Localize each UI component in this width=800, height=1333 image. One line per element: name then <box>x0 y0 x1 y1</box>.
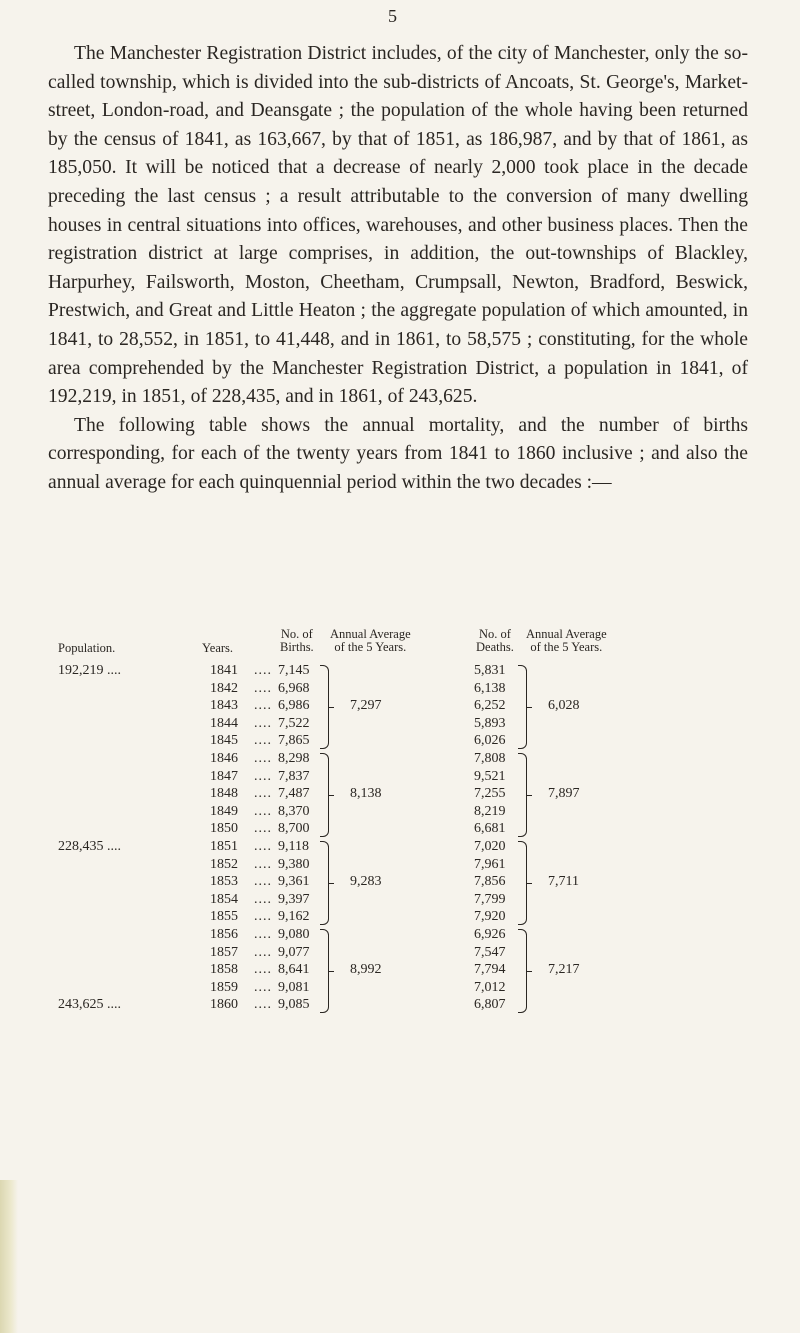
leader-dots: .... <box>254 698 272 714</box>
header-births-line1: No. of <box>280 627 313 641</box>
table-row <box>58 838 748 856</box>
page-number: 5 <box>388 6 397 26</box>
table-row <box>58 873 748 891</box>
deaths-cell: 6,681 <box>474 821 506 837</box>
deaths-cell: 5,831 <box>474 663 506 678</box>
table-row <box>58 944 748 962</box>
deaths-cell: 6,252 <box>474 698 506 714</box>
leader-dots: .... <box>254 962 272 978</box>
paragraph-1: The Manchester Registration District includes, of the city of Manchester, only the so-called township, which is divided into the sub-districts of Ancoats, St. George's, Market-street, London-road, and Deansgate ; the population of the whole having been returned by the census of 1841, as 163,667, by that of 1851, as 186,987, and by that of 1861, as 185,050. It will be noticed that a decrease of nearly 2,000 took place in the decade preceding the last census ; a result attributable to the conversion of many dwelling houses in central situations into offices, warehouses, and other business places. Then the registration district at large comprises, in addition, the out-townships of Blackley, Harpurhey, Failsworth, Moston, Cheetham, Crumpsall, Newton, Bradford, Beswick, Prestwich, and Great and Little Heaton ; the aggregate population of which amounted, in 1841, to 28,552, in 1851, to 41,448, and in 1861, to 58,575 ; constituting, for the whole area comprehended by the Manchester Registration District, a population in 1841, of 192,219, in 1851, of 228,435, and in 1861, of 243,625. <box>48 43 748 408</box>
table-row <box>58 697 748 715</box>
year-cell: 1847 <box>210 768 238 784</box>
leader-dots: .... <box>254 839 272 854</box>
header-births-average-line1: Annual Average <box>330 627 411 641</box>
deaths-cell: 7,808 <box>474 751 506 766</box>
deaths-average-value: 6,028 <box>548 698 580 713</box>
births-cell: 9,081 <box>278 979 310 995</box>
deaths-cell: 9,521 <box>474 768 506 784</box>
births-cell: 9,085 <box>278 997 310 1013</box>
births-cell: 9,397 <box>278 891 310 907</box>
table-row <box>58 803 748 821</box>
births-group-brace <box>320 665 329 749</box>
leader-dots: .... <box>254 751 272 766</box>
births-cell: 8,298 <box>278 751 310 766</box>
births-cell: 9,380 <box>278 856 310 872</box>
year-cell: 1855 <box>210 909 238 925</box>
births-group-brace <box>320 753 329 837</box>
header-deaths-average-line1: Annual Average <box>526 627 607 641</box>
births-cell: 8,370 <box>278 803 310 819</box>
year-cell: 1841 <box>210 663 238 678</box>
leader-dots: .... <box>254 856 272 872</box>
header-births-average-line2: of the 5 Years. <box>334 640 407 654</box>
deaths-cell: 6,807 <box>474 997 506 1013</box>
leader-dots: .... <box>254 786 272 802</box>
deaths-cell: 7,020 <box>474 839 506 854</box>
deaths-cell: 6,026 <box>474 733 506 749</box>
births-cell: 7,145 <box>278 663 310 678</box>
leader-dots: .... <box>254 715 272 731</box>
year-cell: 1848 <box>210 786 238 802</box>
leader-dots: .... <box>254 803 272 819</box>
deaths-cell: 8,219 <box>474 803 506 819</box>
births-cell: 9,118 <box>278 839 309 854</box>
table-row <box>58 908 748 926</box>
leader-dots: .... <box>254 663 272 678</box>
table-row <box>58 926 748 944</box>
deaths-group-brace <box>518 841 527 925</box>
table-row <box>58 979 748 997</box>
population-cell: 228,435 .... <box>58 839 121 854</box>
leader-dots: .... <box>254 768 272 784</box>
year-cell: 1852 <box>210 856 238 872</box>
table-row <box>58 732 748 750</box>
births-cell: 9,162 <box>278 909 310 925</box>
deaths-average-value: 7,897 <box>548 786 580 801</box>
year-cell: 1859 <box>210 979 238 995</box>
header-births <box>280 628 314 654</box>
header-deaths-average-line2: of the 5 Years. <box>530 640 603 654</box>
year-cell: 1843 <box>210 698 238 714</box>
year-cell: 1844 <box>210 715 238 731</box>
deaths-group-brace <box>518 753 527 837</box>
leader-dots: .... <box>254 979 272 995</box>
births-cell: 7,837 <box>278 768 310 784</box>
deaths-cell: 7,794 <box>474 962 506 978</box>
header-years: Years. <box>202 641 234 655</box>
table-row <box>58 856 748 874</box>
year-cell: 1860 <box>210 997 238 1013</box>
deaths-group-brace <box>518 929 527 1013</box>
leader-dots: .... <box>254 680 272 696</box>
deaths-cell: 7,799 <box>474 891 506 907</box>
deaths-average-value: 7,711 <box>548 874 579 889</box>
year-cell: 1845 <box>210 733 238 749</box>
header-births-average <box>330 628 411 654</box>
leader-dots: .... <box>254 909 272 925</box>
year-cell: 1846 <box>210 751 238 766</box>
year-cell: 1842 <box>210 680 238 696</box>
leader-dots: .... <box>254 821 272 837</box>
table-row <box>58 820 748 838</box>
header-deaths-line2: Deaths. <box>476 640 514 654</box>
header-births-line2: Births. <box>280 640 314 654</box>
births-average-value: 9,283 <box>350 874 382 889</box>
leader-dots: .... <box>254 891 272 907</box>
deaths-cell: 7,961 <box>474 856 506 872</box>
year-cell: 1853 <box>210 874 238 890</box>
deaths-cell: 7,012 <box>474 979 506 995</box>
header-deaths <box>476 628 514 654</box>
header-deaths-line1: No. of <box>478 627 511 641</box>
births-cell: 7,487 <box>278 786 310 802</box>
body-text <box>48 40 748 498</box>
table-row <box>58 768 748 786</box>
table-row <box>58 750 748 768</box>
births-average-value: 8,138 <box>350 786 382 801</box>
deaths-cell: 7,920 <box>474 909 506 925</box>
births-cell: 6,986 <box>278 698 310 714</box>
births-group-brace <box>320 929 329 1013</box>
page-stain <box>0 1180 18 1333</box>
table-row <box>58 996 748 1014</box>
leader-dots: .... <box>254 997 272 1013</box>
year-cell: 1857 <box>210 944 238 960</box>
births-cell: 9,361 <box>278 874 310 890</box>
header-population: Population. <box>58 641 116 655</box>
deaths-cell: 5,893 <box>474 715 506 731</box>
year-cell: 1858 <box>210 962 238 978</box>
births-cell: 7,865 <box>278 733 310 749</box>
leader-dots: .... <box>254 944 272 960</box>
table-row <box>58 715 748 733</box>
leader-dots: .... <box>254 733 272 749</box>
year-cell: 1854 <box>210 891 238 907</box>
births-cell: 8,641 <box>278 962 310 978</box>
deaths-cell: 7,547 <box>474 944 506 960</box>
table-row <box>58 961 748 979</box>
year-cell: 1851 <box>210 839 238 854</box>
deaths-group-brace <box>518 665 527 749</box>
births-group-brace <box>320 841 329 925</box>
paragraph-2: The following table shows the annual mortality, and the number of births corresponding, for each of the twenty years from 1841 to 1860 inclusive ; and also the annual average for each quinquennial period within the two decades :— <box>48 414 748 493</box>
table-row <box>58 891 748 909</box>
table-row <box>58 785 748 803</box>
table-row <box>58 680 748 698</box>
table-row <box>58 662 748 680</box>
year-cell: 1849 <box>210 803 238 819</box>
leader-dots: .... <box>254 874 272 890</box>
births-average-value: 7,297 <box>350 698 382 713</box>
population-cell: 243,625 .... <box>58 997 121 1013</box>
deaths-cell: 7,255 <box>474 786 506 802</box>
births-cell: 9,080 <box>278 927 310 942</box>
year-cell: 1850 <box>210 821 238 837</box>
population-cell: 192,219 .... <box>58 663 121 678</box>
births-cell: 6,968 <box>278 680 310 696</box>
header-deaths-average <box>526 628 607 654</box>
deaths-cell: 7,856 <box>474 874 506 890</box>
births-cell: 8,700 <box>278 821 310 837</box>
births-average-value: 8,992 <box>350 962 382 977</box>
births-cell: 7,522 <box>278 715 310 731</box>
deaths-average-value: 7,217 <box>548 962 580 977</box>
year-cell: 1856 <box>210 927 238 942</box>
leader-dots: .... <box>254 927 272 942</box>
deaths-cell: 6,138 <box>474 680 506 696</box>
deaths-cell: 6,926 <box>474 927 506 942</box>
births-cell: 9,077 <box>278 944 310 960</box>
